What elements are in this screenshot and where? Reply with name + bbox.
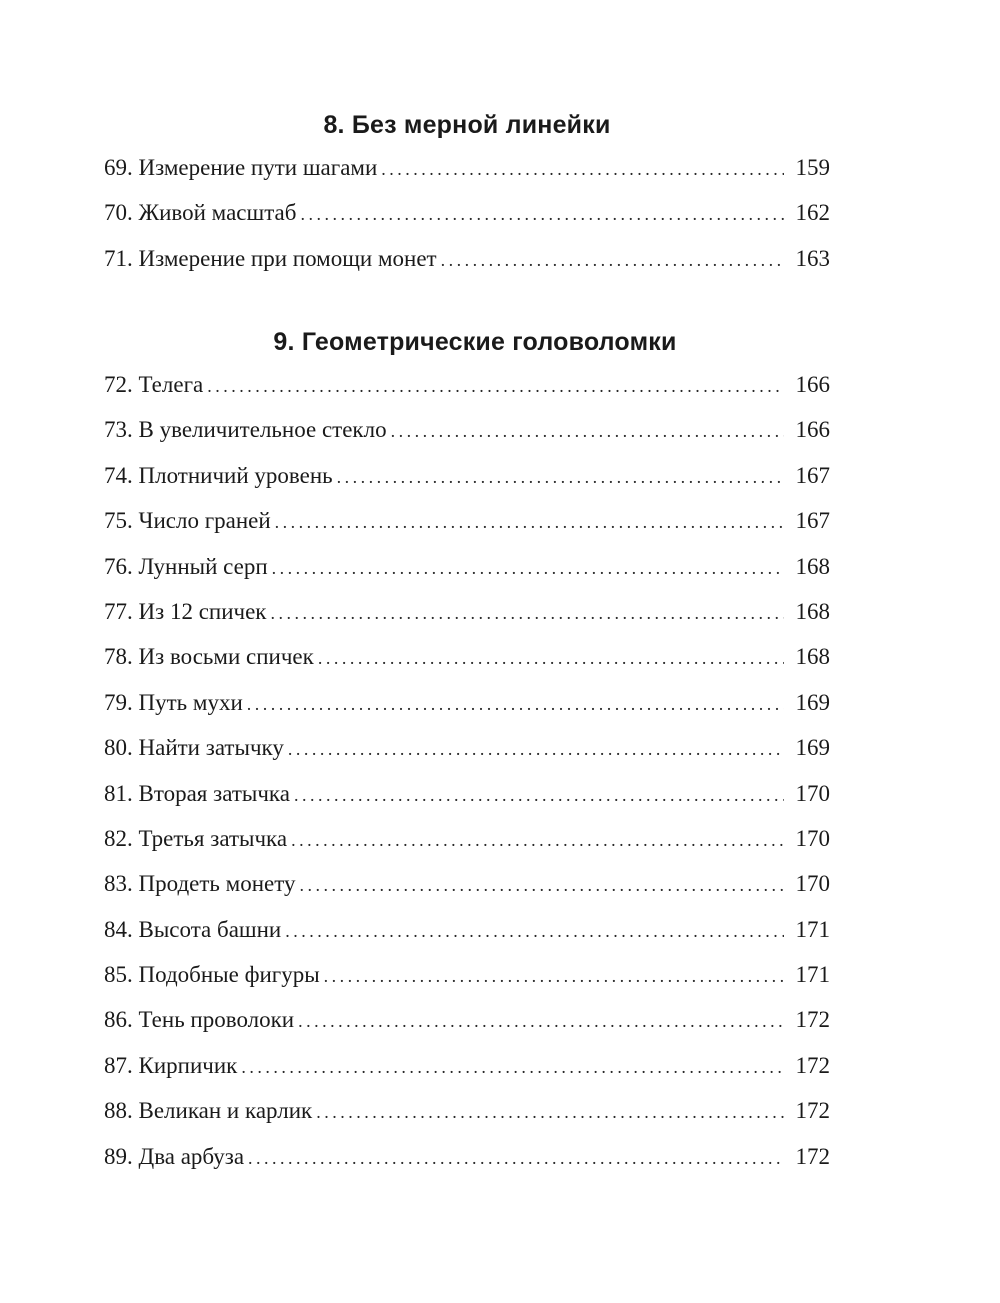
entry-title: Из 12 спичек (138, 598, 267, 624)
entry-page-number: 168 (795, 598, 830, 624)
toc-entry[interactable] (104, 236, 830, 281)
entry-page-number: 166 (795, 417, 830, 443)
toc-list (104, 362, 830, 1179)
toc-entry[interactable] (104, 145, 830, 190)
entry-number: 86. (104, 1007, 133, 1033)
dot-leader (298, 999, 784, 1044)
toc-section-8 (104, 108, 830, 281)
entry-number: 74. (104, 462, 133, 488)
toc-entry[interactable] (104, 1088, 830, 1133)
dot-leader (300, 192, 784, 237)
dot-leader (294, 773, 784, 818)
entry-title: Вторая затычка (138, 780, 290, 806)
entry-number: 82. (104, 825, 133, 851)
toc-entry[interactable] (104, 725, 830, 770)
dot-leader (207, 364, 784, 409)
dot-leader (285, 909, 784, 954)
entry-title: Подобные фигуры (138, 962, 320, 988)
entry-title: Измерение пути шагами (138, 155, 378, 180)
dot-leader (275, 500, 784, 545)
entry-number: 89. (104, 1143, 133, 1169)
entry-page-number: 167 (795, 462, 830, 488)
entry-number: 72. (104, 372, 133, 397)
toc-entry[interactable] (104, 453, 830, 498)
dot-leader (391, 409, 784, 454)
dot-leader (248, 1136, 784, 1181)
entry-number: 88. (104, 1098, 133, 1124)
entry-title: Кирпичик (138, 1052, 238, 1078)
toc-entry[interactable] (104, 997, 830, 1042)
entry-number: 76. (104, 553, 133, 579)
entry-number: 77. (104, 598, 133, 624)
entry-page-number: 172 (795, 1052, 830, 1078)
dot-leader (318, 636, 784, 681)
entry-page-number: 172 (795, 1007, 830, 1033)
entry-title: Из восьми спичек (138, 644, 314, 670)
entry-page-number: 171 (795, 916, 830, 942)
dot-leader (316, 1090, 784, 1135)
entry-title: Великан и карлик (138, 1098, 313, 1124)
toc-entry[interactable] (104, 1043, 830, 1088)
dot-leader (381, 147, 784, 192)
entry-page-number: 172 (795, 1098, 830, 1124)
entry-number: 83. (104, 871, 133, 897)
entry-page-number: 172 (795, 1143, 830, 1169)
entry-number: 71. (104, 245, 133, 271)
toc-entry[interactable] (104, 362, 830, 407)
section-title: 8. Без мерной линейки (323, 111, 611, 139)
dot-leader (291, 818, 784, 863)
entry-page-number: 171 (795, 962, 830, 988)
dot-leader (337, 455, 784, 500)
toc-entry[interactable] (104, 952, 830, 997)
entry-title: Найти затычку (138, 735, 284, 761)
dot-leader (299, 863, 784, 908)
toc-entry[interactable] (104, 1134, 830, 1179)
entry-number: 79. (104, 689, 133, 715)
dot-leader (441, 238, 784, 283)
entry-title: Живой масштаб (138, 200, 297, 226)
entry-number: 75. (104, 508, 133, 534)
entry-page-number: 162 (795, 200, 830, 226)
toc-list (104, 145, 830, 281)
entry-page-number: 166 (795, 372, 830, 397)
dot-leader (272, 546, 784, 591)
entry-title: Высота башни (138, 916, 282, 942)
entry-page-number: 170 (795, 825, 830, 851)
dot-leader (270, 591, 784, 636)
entry-number: 78. (104, 644, 133, 670)
toc-entry[interactable] (104, 634, 830, 679)
entry-number: 69. (104, 155, 133, 180)
toc-entry[interactable] (104, 816, 830, 861)
entry-title: Измерение при помощи монет (138, 245, 437, 271)
entry-title: В увеличительное стекло (138, 417, 387, 443)
toc-entry[interactable] (104, 589, 830, 634)
entry-page-number: 170 (795, 871, 830, 897)
entry-title: Лунный серп (138, 553, 268, 579)
toc-entry[interactable] (104, 544, 830, 589)
entry-title: Третья затычка (138, 825, 288, 851)
entry-title: Телега (138, 372, 204, 397)
entry-number: 84. (104, 916, 133, 942)
entry-title: Плотничий уровень (138, 462, 333, 488)
entry-page-number: 168 (795, 644, 830, 670)
entry-number: 85. (104, 962, 133, 988)
entry-page-number: 163 (795, 245, 830, 271)
entry-title: Число граней (138, 508, 271, 534)
section-title: 9. Геометрические головоломки (273, 328, 677, 356)
toc-entry[interactable] (104, 907, 830, 952)
entry-title: Путь мухи (138, 689, 243, 715)
dot-leader (324, 954, 784, 999)
entry-page-number: 167 (795, 508, 830, 534)
entry-number: 80. (104, 735, 133, 761)
entry-number: 87. (104, 1052, 133, 1078)
entry-page-number: 169 (795, 689, 830, 715)
entry-page-number: 159 (795, 155, 830, 180)
toc-entry[interactable] (104, 407, 830, 452)
entry-title: Два арбуза (138, 1143, 245, 1169)
entry-number: 81. (104, 780, 133, 806)
entry-title: Тень проволоки (138, 1007, 295, 1033)
toc-entry[interactable] (104, 861, 830, 906)
toc-entry[interactable] (104, 680, 830, 725)
entry-page-number: 169 (795, 735, 830, 761)
entry-page-number: 168 (795, 553, 830, 579)
entry-title: Продеть монету (138, 871, 296, 897)
toc-section-9 (104, 325, 830, 1179)
toc-entry[interactable] (104, 498, 830, 543)
toc-entry[interactable] (104, 190, 830, 235)
toc-entry[interactable] (104, 771, 830, 816)
entry-page-number: 170 (795, 780, 830, 806)
dot-leader (288, 727, 784, 772)
dot-leader (241, 1045, 784, 1090)
dot-leader (247, 682, 784, 727)
entry-number: 70. (104, 200, 133, 226)
entry-number: 73. (104, 417, 133, 443)
